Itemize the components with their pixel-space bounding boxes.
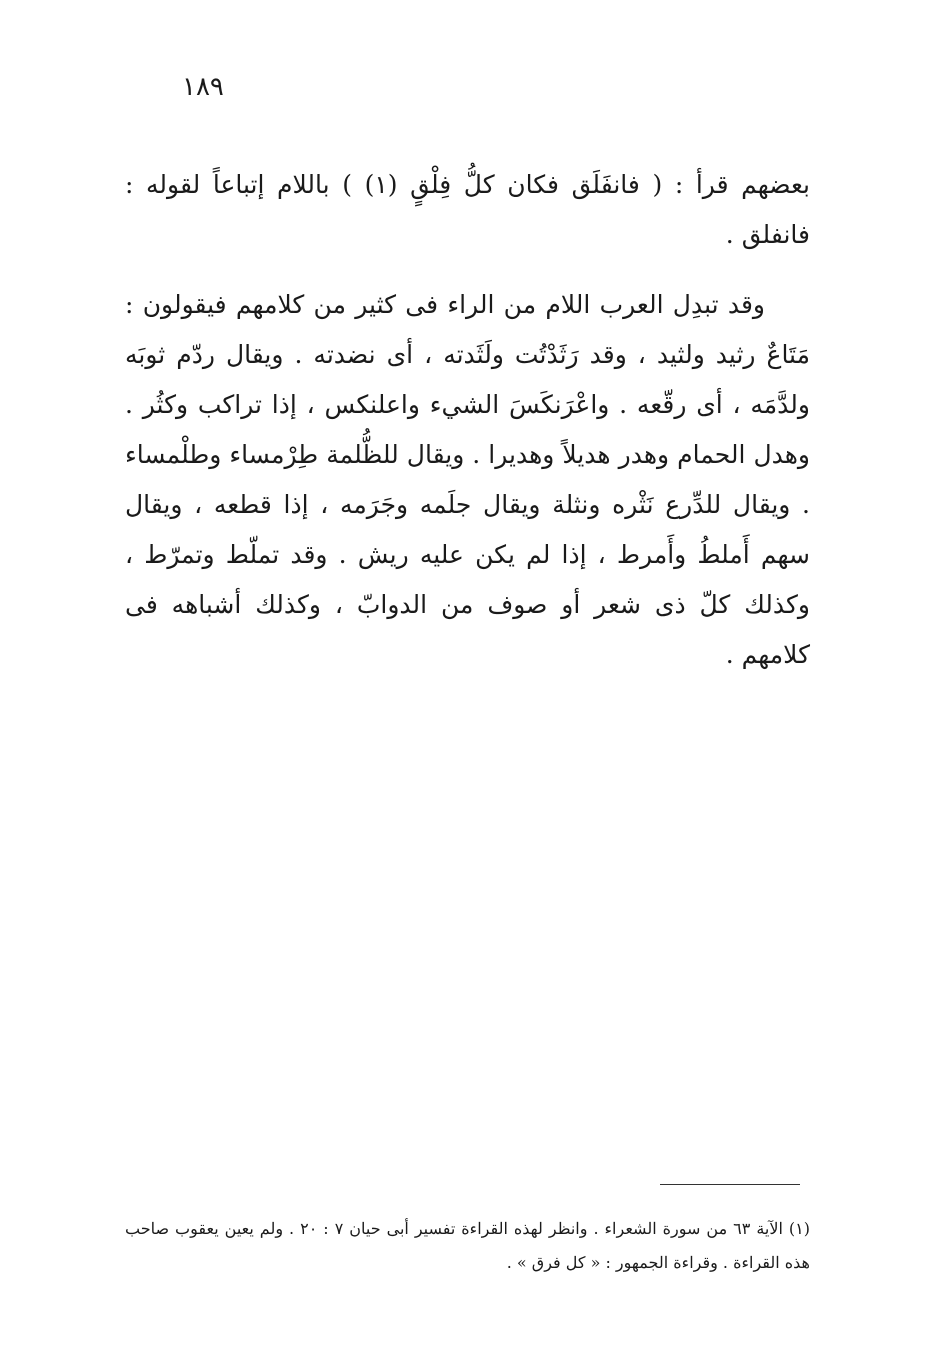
footnotes — [125, 1212, 810, 1280]
footnote-separator — [660, 1184, 800, 1185]
paragraph: وقد تبدِل العرب اللام من الراء فى كثير من كلامهم فيقولون : مَتَاعٌ رثيد ولثيد ، وقد رَثَدْتُت ولَثَدته ، أى نضدته . ويقال ردّم ثوبَه ولدَّمَه ، أى رقّعه . واعْرَنكَسَ الشيء واعلنكس ، إذا تراكب وكثُر . وهدل الحمام وهدر هديلاً وهديرا . ويقال للظُّلمة طِرْمساء وطلْمساء . ويقال للدِّرع نَثْره ونثلة ويقال جلَمه وجَرَمه ، إذا قطعه ، ويقال سهم أَملطُ وأَمرط ، إذا لم يكن عليه ريش . وقد تملّط وتمرّط ، وكذلك كلّ ذى شعر أو صوف من الدوابّ ، وكذلك أشباهه فى كلامهم . — [125, 290, 810, 669]
paragraph: بعضهم قرأ : ( فانفَلَق فكان كلُّ فِلْقٍ (١) ) باللام إتباعاً لقوله : فانفلق . — [125, 170, 810, 249]
footnote: (١) الآية ٦٣ من سورة الشعراء . وانظر لهذه القراءة تفسير أبى حيان ٧ : ٢٠ . ولم يعين يعقوب صاحب هذه القراءة . وقراءة الجمهور : « كل فرق » . — [125, 1219, 811, 1272]
page-number: ١٨٩ — [182, 72, 224, 102]
main-text — [125, 160, 810, 680]
